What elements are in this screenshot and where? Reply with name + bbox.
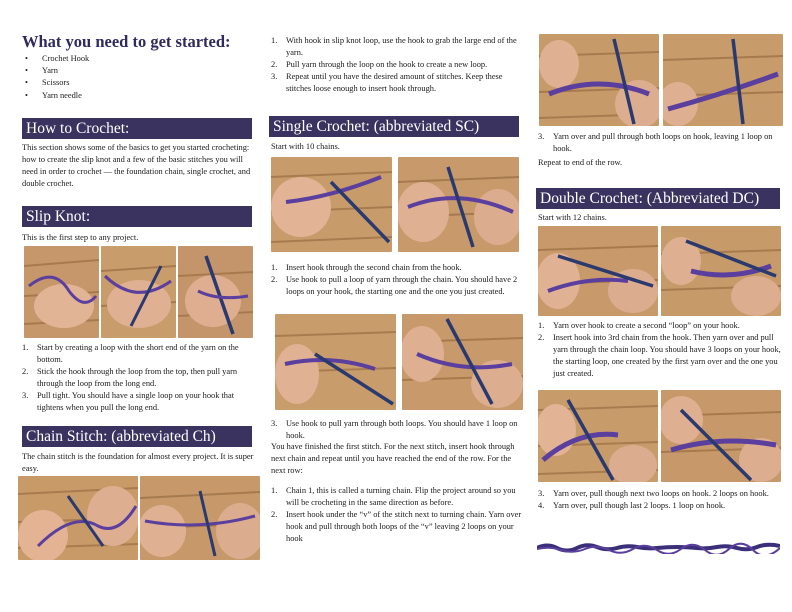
list-item: 2. Stick the hook through the loop from the top, then pull yarn through the loop from the long end. bbox=[22, 366, 238, 388]
chain-photo-2 bbox=[140, 476, 260, 560]
single-cont-steps bbox=[538, 131, 782, 155]
single-steps-a bbox=[271, 262, 523, 298]
list-item: 2. Pull yarn through the loop on the hook to create a new loop. bbox=[271, 59, 488, 69]
slip-knot-photo-3 bbox=[178, 246, 253, 338]
single-intro: Start with 10 chains. bbox=[271, 142, 340, 151]
slip-knot-photo-1 bbox=[24, 246, 99, 338]
single-photo-6 bbox=[663, 34, 783, 126]
list-item: • Yarn needle bbox=[24, 90, 224, 102]
list-item: 3. Repeat until you have the desired amount of stitches. Keep these stitches loose enough to insert hook through. bbox=[271, 71, 503, 93]
list-item: 3. Use hook to pull yarn through both loops. You should have 1 loop on hook. bbox=[271, 419, 518, 440]
single-steps-b bbox=[271, 418, 523, 442]
single-photo-2 bbox=[398, 157, 519, 252]
how-to-body: This section shows some of the basics to get you started crocheting: how to create the slip knot and a few of the basic stitches you will need in order to crochet — the foundation chain, single crochet, and double crochet. bbox=[22, 143, 251, 188]
how-to-title: How to Crochet: bbox=[26, 120, 130, 137]
double-photo-2 bbox=[661, 226, 781, 316]
single-heading bbox=[269, 116, 519, 137]
list-item: 2. Insert hook into 3rd chain from the hook. Then yarn over and pull yarn through the chain loop. You should have 3 loops on your hook, the starting loop, one created by the first yarn over and the one you just created. bbox=[538, 332, 781, 378]
double-photo-1 bbox=[538, 226, 658, 316]
list-item: 1. Yarn over hook to create a second “loop” on your hook. bbox=[538, 321, 740, 330]
double-steps-a bbox=[538, 320, 782, 380]
slip-knot-steps bbox=[22, 342, 256, 414]
slip-knot-title: Slip Knot: bbox=[26, 208, 91, 225]
list-item: • Scissors bbox=[24, 77, 224, 89]
chain-title-sub: (abbreviated Ch) bbox=[107, 428, 216, 445]
chain-title: Chain Stitch: bbox=[26, 428, 108, 445]
slip-knot-heading bbox=[22, 206, 252, 227]
double-intro: Start with 12 chains. bbox=[538, 213, 607, 222]
single-repeat: Repeat to end of the row. bbox=[538, 158, 623, 167]
list-item: 4. Yarn over, pull though last 2 loops. 1 loop on hook. bbox=[538, 500, 726, 510]
single-photo-5 bbox=[539, 34, 659, 126]
list-item: 2. Insert hook under the “v” of the stitch next to turning chain. Yarn over hook and pull through both loops of the “v” leaving 2 loops on your hook bbox=[271, 509, 522, 543]
list-item: • Yarn bbox=[24, 65, 224, 77]
needs-title: What you need to get started: bbox=[22, 32, 231, 51]
list-item: 1. With hook in slip knot loop, use the hook to grab the large end of the yarn. bbox=[271, 36, 517, 57]
single-row-steps bbox=[271, 485, 523, 545]
list-item: 1. Insert hook through the second chain from the hook. bbox=[271, 263, 462, 272]
double-photo-4 bbox=[661, 390, 781, 482]
chain-photo-1 bbox=[18, 476, 138, 560]
list-item: 2. Use hook to pull a loop of yarn through the chain. You should have 2 loops on your hook, the starting one and the one you just created. bbox=[271, 274, 518, 296]
single-photo-4 bbox=[402, 314, 523, 410]
chain-steps bbox=[271, 35, 523, 95]
double-heading bbox=[536, 188, 780, 209]
list-item: 1. Chain 1, this is called a turning chain. Flip the project around so you will be crocheting in the same direction as before. bbox=[271, 486, 516, 507]
double-title-sub: (Abbreviated DC) bbox=[642, 190, 760, 207]
single-after: You have finished the first stitch. For the next stitch, insert hook through next chain and repeat until you have reached the end of the row. For the next row: bbox=[271, 442, 515, 475]
single-photo-3 bbox=[275, 314, 396, 410]
single-photo-1 bbox=[271, 157, 392, 252]
single-title: Single Crochet: bbox=[273, 118, 370, 135]
slip-knot-photo-2 bbox=[101, 246, 176, 338]
list-item: • Crochet Hook bbox=[24, 53, 224, 65]
list-item: 3. Yarn over, pull though next two loops on hook. 2 loops on hook. bbox=[538, 489, 769, 498]
slip-knot-intro: This is the first step to any project. bbox=[22, 233, 139, 242]
list-item: 1. Start by creating a loop with the short end of the yarn on the bottom. bbox=[22, 343, 239, 364]
double-steps-b bbox=[538, 488, 782, 512]
double-title: Double Crochet: bbox=[540, 190, 643, 207]
list-item: 3. Pull tight. You should have a single loop on your hook that tightens when you pull the long end. bbox=[22, 390, 235, 412]
yarn-divider bbox=[537, 540, 780, 554]
double-photo-3 bbox=[538, 390, 658, 482]
needs-list bbox=[24, 53, 224, 102]
list-item: 3. Yarn over and pull through both loops on hook, leaving 1 loop on hook. bbox=[538, 132, 773, 153]
chain-heading bbox=[22, 426, 252, 447]
single-title-sub: (abbreviated SC) bbox=[369, 118, 480, 135]
chain-intro: The chain stitch is the foundation for almost every project. It is super easy. bbox=[22, 452, 254, 473]
how-to-heading bbox=[22, 118, 252, 139]
